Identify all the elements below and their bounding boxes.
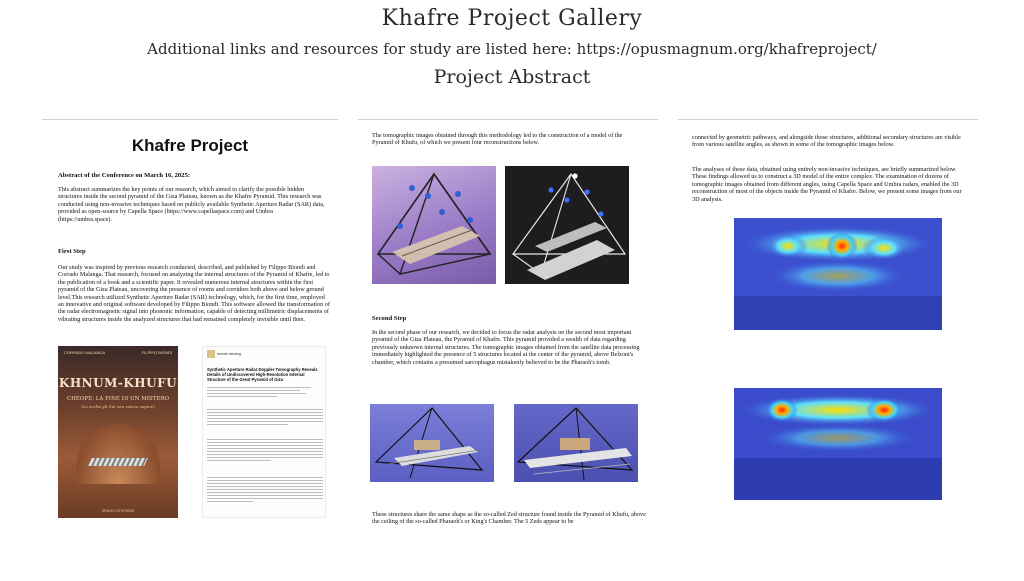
book-cover-image [58,346,178,518]
resources-link-line[interactable]: Additional links and resources for study are listed here: https://opusmagnum.org/khafreproject/ [147,40,877,58]
zed-structures-paragraph: These structures share the same shape as the so-called Zed structure found inside the Pyramid of Khufu, above the ceiling of the so-called Pharaoh's or King's Chamber. The 5 Zeds appear to be [372,511,646,526]
abstract-paragraph: This abstract summarizes the key points of our research, which aimed to clarify the possible hidden structures inside the second pyramid of the Giza Plateau, known as the Khafre Pyramid. This research was conducted using non-invasive techniques based on publicly available Synthetic Aperture Radar (SAR) data, provided as open-source by Capella Space (https://www.capellaspace.com) and Umbra (https://umbra.space). [58,186,325,223]
first-step-paragraph: Our study was inspired by previous research conducted, described, and published by Filippo Biondi and Corrado Malanga. That research, focused on analyzing the internal structures of the Pyramid of Khafre, led to the publication of a book and a scientific paper. It revealed numerous internal structures within the first pyramid of the Giza Plateau, uncovering the presence of rooms and corridors both above and below ground level.This research utilized Synthetic Aperture Radar (SAR) technology, which, for the first time, employed an innovative and original software developed by Filippo Biondi. This software allowed the transformation of the radar electromagnetic signal into phononic information, capable of detecting millimetric displacements of vibrating structures inside the analyzed structures that had remained completely invisible until then. [58,264,330,323]
journal-name: remote sensing [217,352,241,356]
pyramid-reconstruction-image [505,166,629,284]
khafre-reconstruction-image [514,404,638,482]
paper-text-lines [207,387,323,399]
first-step-heading: First Step [58,248,86,255]
pyramid-reconstruction-image [372,166,496,284]
book-arch-illustration [76,424,160,484]
tomographic-heatmap-image [734,388,942,500]
analysis-summary-paragraph: The analyses of these data, obtained using entirely non-invasive techniques, are briefly summarized below. These findings allowed us to construct a 3D model of the entire complex. The examination of dozens of tomographic images obtained from different angles, using Capella Space and Umbra radars, enabled the 3D reconstruction of most of the objects inside the Pyramid of Khafre. Below, we present some images from our 3D analysis. [692,166,962,203]
second-step-paragraph: In the second phase of our research, we decided to focus the radar analysis on the second most important pyramid of the Giza Plateau, the Pyramid of Khafre. This pyramid provided a wealth of data regarding previously unknown internal structures. The tomographic images obtained from the satellite data processing immediately highlighted the presence of 5 structures located at the center of the pyramid, above Belzoni's chamber, which contains a presumed sarcophagus mistakenly believed to be the Pharaoh's tomb. [372,329,640,366]
paper-text-lines [207,439,323,463]
paper-text-lines [207,409,323,427]
khafre-reconstruction-image [370,404,494,482]
document-page-2 [358,120,658,530]
paper-title: Synthetic Aperture Radar Doppler Tomography Reveals Details of Undiscovered High-Resolution Internal Structure of the Great Pyramid of Giza [207,367,318,382]
abstract-heading: Project Abstract [433,66,591,88]
journal-logo-icon [207,350,215,358]
document-page-3 [678,120,978,530]
connected-structures-paragraph: connected by geometric pathways, and alongside those structures, additional secondary structures are visible from various satellite angles, as shown in some of the tomographic images below. [692,134,961,149]
book-subtitle: CHEOPE: LA FINE DI UN MISTERO [66,396,170,402]
book-stairs-illustration [88,458,148,466]
second-step-heading: Second Step [372,315,407,322]
book-title: KHNUM-KHUFU [58,376,178,390]
book-author-left: CORRADO MALANGA [64,350,106,355]
abstract-conference-heading: Abstract of the Conference on March 16, 2025: [58,172,190,179]
scientific-paper-image [202,346,326,518]
book-author-right: FILIPPO BIONDI [141,350,172,355]
reconstruction-intro-paragraph: The tomographic images obtained through this methodology led to the construction of a model of the Pyramid of Khufu, of which we present four reconstructions below. [372,132,623,147]
book-tagline: (La scelta gli Dèi non voleva sapere) [81,404,155,409]
document-page-1 [42,120,338,530]
paper-text-lines [207,477,323,504]
document-title: Khafre Project [131,136,249,155]
book-publisher: SPAZIO INTERIORE [101,509,135,513]
page-title: Khafre Project Gallery [381,6,643,31]
tomographic-heatmap-image [734,218,942,330]
